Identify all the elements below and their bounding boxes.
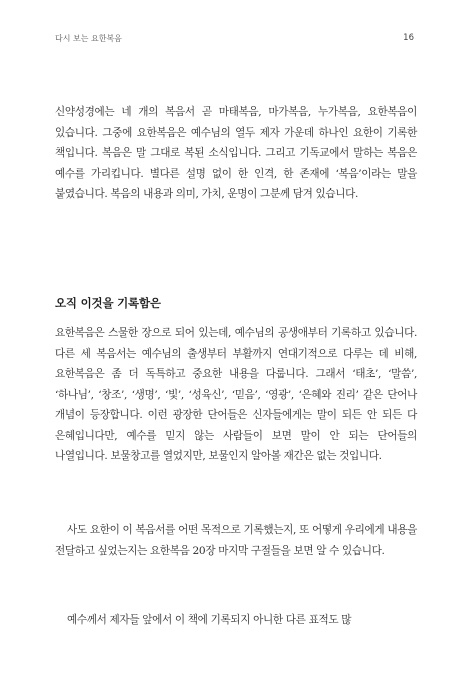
body-paragraph: 요한복음은 스물한 장으로 되어 있는데, 예수님의 공생애부터 기록하고 있습니다. 다른 세 복음서는 예수님의 출생부터 부활까지 연대기적으로 다루는 데 비해, 요한복음은 좀 더 독특하고 중요한 내용을 다룹니다. 그래서 ‘태초’, ‘말씀’, ‘하나님’, ‘창조’, ‘생명’, ‘빛’, ‘성육신’, ‘믿음’, ‘영광’, ‘은혜와 진리’ 같은 단어나 개념이 등장합니다. 이런 광장한 단어들은 신자들에게는 말이 되든 안 되든 다 은혜입니다만, 예수를 믿지 않는 사람들이 보면 말이 안 되는 단어들의 나열입니다. 보물창고를 열었지만, 보물인지 알아볼 재간은 없는 것입니다. <box>55 327 417 462</box>
section-title: 오직 이것을 기록함은 <box>55 296 161 310</box>
running-head: 다시 보는 요한복음 <box>55 34 122 43</box>
body-paragraph: 사도 요한이 이 복음서를 어떤 목적으로 기록했는지, 또 어떻게 우리에게 내용을 전달하고 싶었는지는 요한복음 20장 마지막 구절들을 보면 알 수 있습니다. <box>55 524 417 557</box>
page-number: 16 <box>403 33 414 43</box>
body-paragraph: 예수께서 제자들 앞에서 이 책에 기록되지 아니한 다른 표적도 많 <box>67 614 352 626</box>
intro-paragraph: 신약성경에는 네 개의 복음서 곧 마태복음, 마가복음, 누가복음, 요한복음이 있습니다. 그중에 요한복음은 예수님의 열두 제자 가운데 하나인 요한이 기록한 책입니다. 복음은 말 그대로 복된 소식입니다. 그리고 기독교에서 말하는 복음은 예수를 가리킵니다. 별다른 설명 없이 한 인격, 한 존재에 ‘복음’이라는 말을 붙였습니다. 복음의 내용과 의미, 가치, 운명이 그분께 담겨 있습니다. <box>55 106 417 200</box>
